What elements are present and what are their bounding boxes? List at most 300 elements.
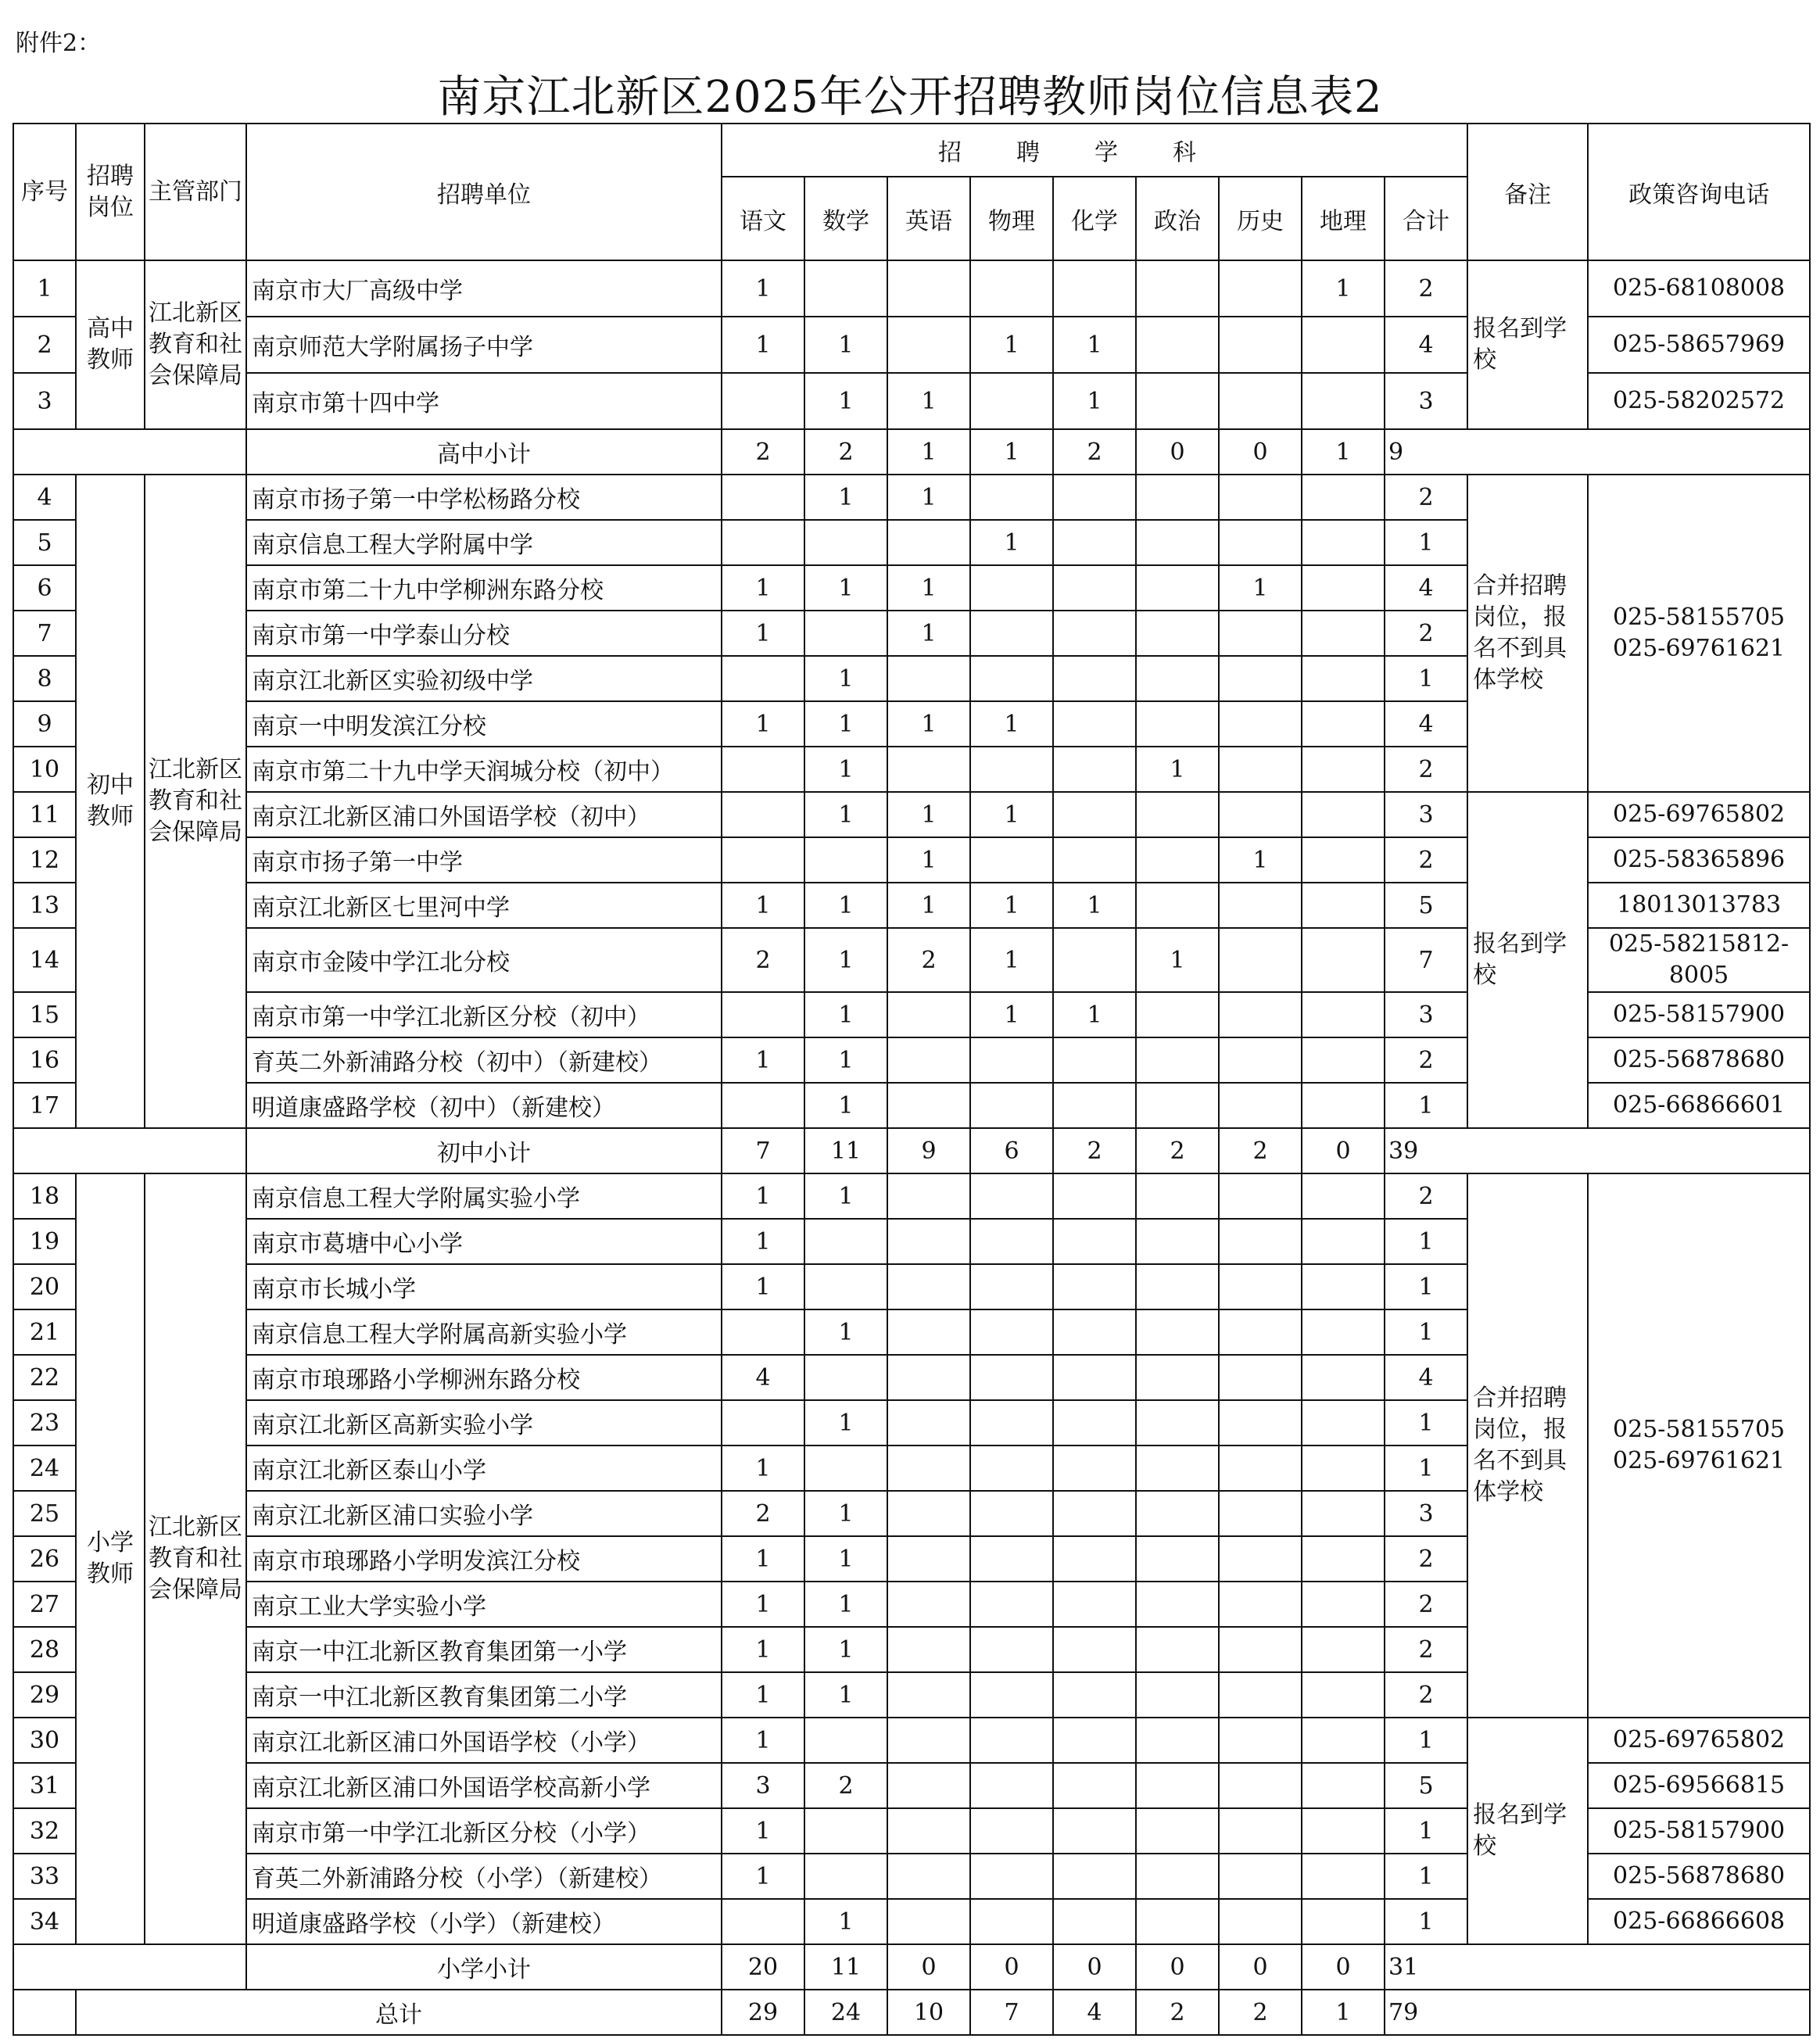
subject-count: [1219, 701, 1302, 747]
subject-count: [1136, 1899, 1219, 1944]
subject-count: [1302, 1582, 1385, 1627]
subject-count: 1: [1385, 1718, 1467, 1763]
unit-name: 南京一中明发滨江分校: [246, 701, 722, 747]
subtotal-count: 11: [804, 1128, 887, 1173]
phone-cell: 025-58365896: [1588, 837, 1810, 883]
subject-count: [722, 373, 804, 429]
subject-count: [1136, 1718, 1219, 1763]
row-seq: 20: [13, 1264, 76, 1309]
subject-count: 1: [1385, 1264, 1467, 1309]
subtotal-count: 0: [1219, 429, 1302, 475]
dept-cell: 江北新区教育和社会保障局: [145, 475, 246, 1128]
subject-count: [1302, 1854, 1385, 1899]
subject-count: [1302, 837, 1385, 883]
subject-count: [1219, 928, 1302, 992]
subject-count: [1053, 1808, 1136, 1854]
subject-count: [722, 837, 804, 883]
subject-count: 2: [887, 928, 970, 992]
unit-name: 南京江北新区浦口外国语学校高新小学: [246, 1763, 722, 1808]
subject-count: 1: [804, 883, 887, 928]
subject-count: [1219, 520, 1302, 565]
unit-name: 南京一中江北新区教育集团第二小学: [246, 1672, 722, 1718]
phone-cell: 025-66866601: [1588, 1083, 1810, 1128]
subtotal-count: 2: [722, 429, 804, 475]
row-seq: 28: [13, 1627, 76, 1672]
subject-count: [887, 1718, 970, 1763]
subject-count: [1219, 1173, 1302, 1219]
subject-count: 2: [1385, 475, 1467, 520]
unit-name: 南京市琅琊路小学明发滨江分校: [246, 1536, 722, 1582]
subject-count: [1219, 1219, 1302, 1264]
subject-count: [1219, 1854, 1302, 1899]
subject-count: 1: [1385, 1309, 1467, 1355]
subject-count: [722, 747, 804, 792]
unit-name: 南京工业大学实验小学: [246, 1582, 722, 1627]
row-seq: 5: [13, 520, 76, 565]
subject-count: 1: [804, 1536, 887, 1582]
row-seq: 6: [13, 565, 76, 611]
subtotal-count: 0: [1219, 1944, 1302, 1990]
subject-count: [887, 1446, 970, 1491]
subject-count: 1: [722, 1264, 804, 1309]
subtotal-count: 2: [1219, 1128, 1302, 1173]
position-cell: 初中教师: [76, 475, 145, 1128]
subject-count: 1: [1302, 260, 1385, 317]
subject-count: 1: [804, 317, 887, 373]
subject-count: 1: [1219, 565, 1302, 611]
subject-count: [1053, 1355, 1136, 1400]
subtotal-count: 0: [1302, 1128, 1385, 1173]
subtotal-count: 0: [1053, 1944, 1136, 1990]
subject-count: [887, 1582, 970, 1627]
subject-count: [970, 565, 1053, 611]
subtotal-count: 4: [1053, 1990, 1136, 2035]
subject-count: [1302, 656, 1385, 701]
subject-count: 1: [804, 747, 887, 792]
row-seq: 24: [13, 1446, 76, 1491]
grand-total-label: 总计: [76, 1990, 722, 2035]
subject-count: [804, 1446, 887, 1491]
row-seq: 3: [13, 373, 76, 429]
subject-count: 1: [722, 1627, 804, 1672]
subject-count: [1219, 1718, 1302, 1763]
subject-count: [1302, 611, 1385, 656]
subject-count: [1136, 611, 1219, 656]
subject-count: [1219, 1491, 1302, 1536]
row-seq: 12: [13, 837, 76, 883]
row-seq: 2: [13, 317, 76, 373]
subject-count: [1053, 1763, 1136, 1808]
subject-count: [1219, 1808, 1302, 1854]
subject-count: [1053, 928, 1136, 992]
subject-count: [887, 260, 970, 317]
subject-count: 1: [722, 1718, 804, 1763]
subject-count: [1053, 1627, 1136, 1672]
subject-count: [887, 1899, 970, 1944]
subject-count: [1302, 701, 1385, 747]
subject-count: [887, 1536, 970, 1582]
row-seq: 4: [13, 475, 76, 520]
subject-count: [1136, 1672, 1219, 1718]
blank-cell: [13, 1128, 246, 1173]
subject-count: [1053, 565, 1136, 611]
subject-count: [1053, 1264, 1136, 1309]
note-cell: 报名到学校: [1467, 792, 1588, 1128]
subject-count: 2: [1385, 1037, 1467, 1083]
subject-count: [1136, 1763, 1219, 1808]
row-seq: 10: [13, 747, 76, 792]
row-seq: 30: [13, 1718, 76, 1763]
phone-cell: 025-58202572: [1588, 373, 1810, 429]
subject-count: 1: [1385, 1446, 1467, 1491]
subject-count: 1: [722, 611, 804, 656]
subject-count: 1: [722, 1446, 804, 1491]
unit-name: 育英二外新浦路分校（小学）（新建校）: [246, 1854, 722, 1899]
subject-count: 1: [804, 1582, 887, 1627]
subtotal-label: 初中小计: [246, 1128, 722, 1173]
subtotal-count: 7: [970, 1990, 1053, 2035]
subject-count: 1: [722, 1219, 804, 1264]
subtotal-count: 2: [804, 429, 887, 475]
subject-count: [1136, 1400, 1219, 1446]
subject-count: 2: [1385, 1536, 1467, 1582]
subject-count: 4: [1385, 1355, 1467, 1400]
subtotal-count: 2: [1053, 1128, 1136, 1173]
subject-count: 1: [722, 1854, 804, 1899]
subject-count: [887, 1037, 970, 1083]
subtotal-row: [13, 1128, 1810, 1173]
phone-cell: 18013013783: [1588, 883, 1810, 928]
subject-count: 1: [1385, 1219, 1467, 1264]
subtotal-count: 7: [722, 1128, 804, 1173]
subject-count: [1136, 1264, 1219, 1309]
phone-number: 025-58155705: [1613, 604, 1786, 631]
subtotal-count: 1: [970, 429, 1053, 475]
subject-count: 1: [887, 883, 970, 928]
unit-name: 南京江北新区浦口实验小学: [246, 1491, 722, 1536]
subject-count: [1302, 1627, 1385, 1672]
subject-count: 1: [722, 883, 804, 928]
table-row: [13, 260, 1810, 317]
subject-count: 1: [804, 1037, 887, 1083]
subject-count: [1136, 1309, 1219, 1355]
subject-count: 1: [722, 260, 804, 317]
unit-name: 南京市第一中学江北新区分校（小学）: [246, 1808, 722, 1854]
subject-count: [1219, 475, 1302, 520]
phone-number: 025-58155705: [1613, 1416, 1786, 1443]
subject-count: [1136, 1446, 1219, 1491]
header-dept: 主管部门: [145, 124, 246, 260]
subject-count: [1053, 475, 1136, 520]
subject-count: [1053, 1173, 1136, 1219]
subject-count: [1302, 1808, 1385, 1854]
unit-name: 南京市第十四中学: [246, 373, 722, 429]
subject-count: 2: [1385, 1173, 1467, 1219]
subject-count: 1: [1053, 992, 1136, 1037]
subject-count: 4: [1385, 565, 1467, 611]
subject-count: [1053, 1083, 1136, 1128]
unit-name: 南京市第二十九中学天润城分校（初中）: [246, 747, 722, 792]
row-seq: 9: [13, 701, 76, 747]
subject-count: [970, 1219, 1053, 1264]
subject-count: [804, 520, 887, 565]
unit-name: 明道康盛路学校（初中）（新建校）: [246, 1083, 722, 1128]
header-subject: 历史: [1219, 177, 1302, 260]
blank-cell: [13, 1944, 246, 1990]
subject-count: [1302, 1446, 1385, 1491]
subject-count: [1219, 1672, 1302, 1718]
subject-count: [1136, 260, 1219, 317]
subject-count: [1302, 520, 1385, 565]
phone-number: 025-69761621: [1613, 1447, 1786, 1474]
subject-count: [1053, 747, 1136, 792]
subtotal-count: 24: [804, 1990, 887, 2035]
table-row: [13, 475, 1810, 520]
phone-cell: 025-56878680: [1588, 1854, 1810, 1899]
subject-count: 1: [1053, 883, 1136, 928]
subject-count: [722, 792, 804, 837]
subject-count: 2: [722, 1491, 804, 1536]
subject-count: [970, 1264, 1053, 1309]
subject-count: [1219, 656, 1302, 701]
subject-count: [1219, 883, 1302, 928]
subtotal-label: 小学小计: [246, 1944, 722, 1990]
subject-count: [1053, 520, 1136, 565]
subject-count: [1136, 1854, 1219, 1899]
subject-count: [1302, 1718, 1385, 1763]
phone-cell: 025-69566815: [1588, 1763, 1810, 1808]
subject-count: [887, 520, 970, 565]
subject-count: [1053, 611, 1136, 656]
subject-count: [887, 747, 970, 792]
subtotal-row: [13, 1990, 1810, 2035]
subject-count: 1: [804, 656, 887, 701]
subject-count: [970, 475, 1053, 520]
subtotal-total: 9: [1385, 429, 1810, 475]
subject-count: 2: [1385, 1672, 1467, 1718]
subject-count: [1136, 1582, 1219, 1627]
header-subject: 英语: [887, 177, 970, 260]
subject-count: 2: [1385, 747, 1467, 792]
subject-count: 1: [722, 317, 804, 373]
subject-count: [1302, 1899, 1385, 1944]
subject-count: [1053, 260, 1136, 317]
subject-count: [887, 656, 970, 701]
row-seq: 7: [13, 611, 76, 656]
subject-count: 1: [722, 1808, 804, 1854]
subject-count: 1: [804, 992, 887, 1037]
subject-count: [970, 1854, 1053, 1899]
subject-count: [887, 1355, 970, 1400]
subtotal-count: 2: [1053, 429, 1136, 475]
header-subject: 数学: [804, 177, 887, 260]
unit-name: 南京一中江北新区教育集团第一小学: [246, 1627, 722, 1672]
subtotal-count: 11: [804, 1944, 887, 1990]
subject-count: [1053, 1718, 1136, 1763]
subject-count: [970, 373, 1053, 429]
page-title: 南京江北新区2025年公开招聘教师岗位信息表2: [437, 72, 1383, 123]
dept-cell: 江北新区教育和社会保障局: [145, 1173, 246, 1944]
subject-count: [1053, 1899, 1136, 1944]
subject-count: 1: [887, 837, 970, 883]
phone-cell: 025-66866608: [1588, 1899, 1810, 1944]
subject-count: [970, 1627, 1053, 1672]
unit-name: 明道康盛路学校（小学）（新建校）: [246, 1899, 722, 1944]
subtotal-count: 1: [1302, 429, 1385, 475]
subject-count: [1302, 1355, 1385, 1400]
subject-count: [1136, 883, 1219, 928]
row-seq: 1: [13, 260, 76, 317]
subject-count: [1219, 260, 1302, 317]
subject-count: [970, 656, 1053, 701]
unit-name: 南京市扬子第一中学松杨路分校: [246, 475, 722, 520]
subject-count: [970, 747, 1053, 792]
position-cell: 小学教师: [76, 1173, 145, 1944]
header-phone: 政策咨询电话: [1588, 124, 1810, 260]
table-row: [13, 792, 1810, 837]
subject-count: [1136, 1536, 1219, 1582]
phone-cell: 025-56878680: [1588, 1037, 1810, 1083]
subject-count: [1219, 1355, 1302, 1400]
header-subject: 地理: [1302, 177, 1385, 260]
subject-count: 2: [1385, 1582, 1467, 1627]
subject-count: [1219, 1037, 1302, 1083]
subject-count: [1302, 1536, 1385, 1582]
table-row: [13, 1173, 1810, 1219]
subject-count: [1302, 1672, 1385, 1718]
subject-count: [970, 1173, 1053, 1219]
subject-count: [1136, 475, 1219, 520]
header-subject: 政治: [1136, 177, 1219, 260]
phone-cell-merged: [1588, 475, 1810, 792]
phone-cell: 025-58215812-8005: [1588, 928, 1810, 992]
unit-name: 育英二外新浦路分校（初中）（新建校）: [246, 1037, 722, 1083]
row-seq: 22: [13, 1355, 76, 1400]
subject-count: 1: [1053, 373, 1136, 429]
subject-count: [887, 1763, 970, 1808]
subject-count: 4: [1385, 701, 1467, 747]
subject-count: [1136, 992, 1219, 1037]
subject-count: [1219, 992, 1302, 1037]
subject-count: 3: [1385, 792, 1467, 837]
header-subject: 物理: [970, 177, 1053, 260]
row-seq: 33: [13, 1854, 76, 1899]
subject-count: [887, 1854, 970, 1899]
subject-count: [970, 260, 1053, 317]
subject-count: [1053, 1309, 1136, 1355]
subject-count: [887, 992, 970, 1037]
subject-count: [1302, 1400, 1385, 1446]
phone-cell: 025-68108008: [1588, 260, 1810, 317]
subject-count: [887, 1173, 970, 1219]
subject-count: 1: [970, 520, 1053, 565]
subtotal-count: 0: [887, 1944, 970, 1990]
subject-count: [1302, 317, 1385, 373]
blank-cell: [13, 429, 246, 475]
subtotal-count: 1: [1302, 1990, 1385, 2035]
subject-count: 1: [804, 792, 887, 837]
row-seq: 23: [13, 1400, 76, 1446]
subject-count: 1: [970, 792, 1053, 837]
subject-count: [1136, 1173, 1219, 1219]
subject-count: 1: [887, 792, 970, 837]
subject-count: [804, 1219, 887, 1264]
subtotal-total: 79: [1385, 1990, 1810, 2035]
subject-count: [722, 1400, 804, 1446]
subject-count: [722, 520, 804, 565]
subtotal-count: 1: [887, 429, 970, 475]
row-seq: 18: [13, 1173, 76, 1219]
subject-count: 3: [722, 1763, 804, 1808]
subject-count: 1: [804, 928, 887, 992]
subject-count: [887, 1219, 970, 1264]
row-seq: 25: [13, 1491, 76, 1536]
subject-count: 1: [887, 373, 970, 429]
unit-name: 南京信息工程大学附属中学: [246, 520, 722, 565]
subject-count: [1302, 475, 1385, 520]
subtotal-count: 6: [970, 1128, 1053, 1173]
header-seq: 序号: [13, 124, 76, 260]
unit-name: 南京市大厂高级中学: [246, 260, 722, 317]
row-seq: 29: [13, 1672, 76, 1718]
subject-count: [887, 1083, 970, 1128]
subject-count: [1136, 1083, 1219, 1128]
subject-count: 1: [887, 565, 970, 611]
subject-count: 1: [722, 565, 804, 611]
row-seq: 26: [13, 1536, 76, 1582]
subtotal-count: 0: [1302, 1944, 1385, 1990]
subject-count: [1053, 792, 1136, 837]
subject-count: [1302, 747, 1385, 792]
subject-count: [970, 1536, 1053, 1582]
subject-count: [1136, 656, 1219, 701]
subject-count: [887, 1627, 970, 1672]
subject-count: 2: [1385, 611, 1467, 656]
unit-name: 南京市第一中学泰山分校: [246, 611, 722, 656]
unit-name: 南京市琅琊路小学柳洲东路分校: [246, 1355, 722, 1400]
subject-count: [970, 1446, 1053, 1491]
subject-count: [1053, 837, 1136, 883]
subtotal-count: 2: [1136, 1128, 1219, 1173]
phone-cell-merged: [1588, 1173, 1810, 1718]
row-seq: 34: [13, 1899, 76, 1944]
subject-count: 1: [887, 701, 970, 747]
row-seq: 21: [13, 1309, 76, 1355]
subject-count: [1136, 1355, 1219, 1400]
subject-count: [970, 1582, 1053, 1627]
subject-count: [1302, 1264, 1385, 1309]
subject-count: [1302, 373, 1385, 429]
subject-count: 1: [970, 317, 1053, 373]
subject-count: 1: [804, 1309, 887, 1355]
header-subjects-group: 招聘学科: [722, 124, 1467, 177]
subject-count: 5: [1385, 1763, 1467, 1808]
subtotal-total: 39: [1385, 1128, 1810, 1173]
unit-name: 南京信息工程大学附属实验小学: [246, 1173, 722, 1219]
unit-name: 南京信息工程大学附属高新实验小学: [246, 1309, 722, 1355]
subject-count: [804, 1854, 887, 1899]
subject-count: 1: [970, 883, 1053, 928]
subject-count: [1053, 1491, 1136, 1536]
unit-name: 南京市金陵中学江北分校: [246, 928, 722, 992]
subject-count: [1053, 1672, 1136, 1718]
subject-count: [1136, 701, 1219, 747]
subject-count: [970, 1491, 1053, 1536]
subject-count: [1219, 611, 1302, 656]
subject-count: 1: [970, 992, 1053, 1037]
subject-count: [1219, 1400, 1302, 1446]
unit-name: 南京江北新区七里河中学: [246, 883, 722, 928]
